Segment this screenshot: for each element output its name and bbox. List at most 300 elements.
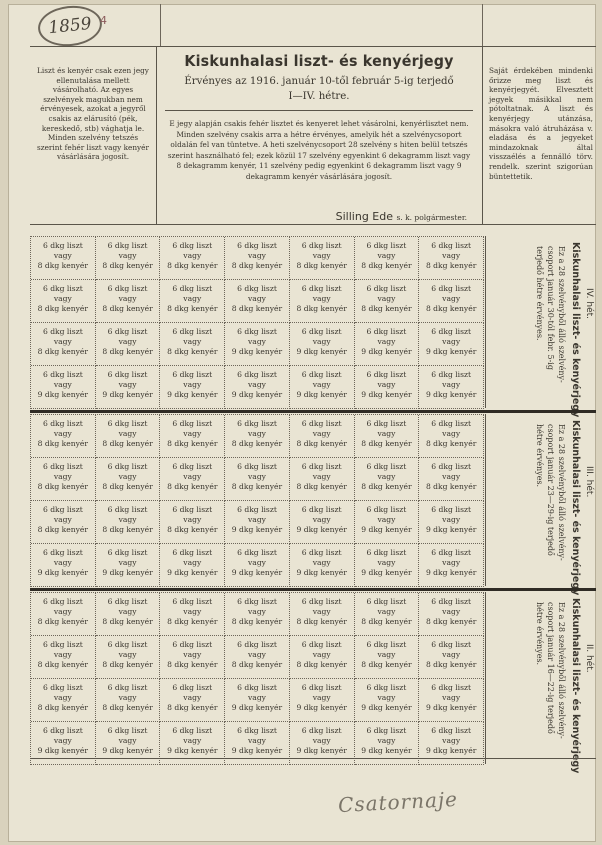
coupon: [31, 679, 96, 722]
coupon: [96, 237, 161, 280]
coupon: [290, 593, 355, 636]
coupon-bread: 8 dkg kenyér: [37, 260, 89, 270]
coupon-flour: 6 dkg liszt: [42, 284, 83, 293]
coupon-or: vagy: [377, 692, 396, 702]
coupon: [96, 458, 161, 501]
coupon-or: vagy: [248, 606, 266, 616]
week-separator: [30, 410, 596, 413]
coupon: [160, 593, 225, 636]
coupon-bread: 8 dkg kenyér: [167, 438, 218, 448]
side-title: Kiskunhalasi liszt- és kenyérjegy: [570, 420, 581, 596]
coupon: [160, 323, 225, 366]
side-text-1: Ez a 28 szelvényből álló szelvény-: [557, 424, 566, 561]
footer-rule: [30, 758, 596, 759]
coupon-bread: 8 dkg kenyér: [102, 524, 153, 534]
coupon: [419, 323, 484, 366]
coupon-or: vagy: [183, 471, 202, 481]
coupon-bread: 9 dkg kenyér: [425, 567, 477, 577]
coupon-bread: 9 dkg kenyér: [37, 389, 89, 399]
coupon-flour: 6 dkg liszt: [237, 419, 277, 428]
coupon-bread: 8 dkg kenyér: [361, 659, 412, 669]
archive-suffix: 4: [100, 14, 107, 27]
header-left-panel: [30, 46, 157, 224]
header-divider: [165, 110, 473, 111]
coupon-bread: 9 dkg kenyér: [296, 524, 347, 534]
coupon-flour: 6 dkg liszt: [107, 640, 148, 649]
coupon-or: vagy: [442, 428, 461, 438]
coupon: [355, 280, 420, 323]
coupon-bread: 8 dkg kenyér: [425, 616, 477, 626]
week-label: II. hét.: [584, 644, 594, 673]
coupon-flour: 6 dkg liszt: [431, 419, 472, 428]
coupon-or: vagy: [442, 692, 461, 702]
top-rule-right: [482, 4, 483, 46]
coupon-flour: 6 dkg liszt: [172, 505, 213, 514]
coupon: [160, 280, 225, 323]
coupon-bread: 8 dkg kenyér: [102, 616, 153, 626]
coupon-bread: 8 dkg kenyér: [167, 303, 218, 313]
coupon: [160, 544, 225, 587]
coupon-or: vagy: [118, 428, 137, 438]
coupon-flour: 6 dkg liszt: [172, 683, 213, 692]
coupon: [290, 636, 355, 679]
coupon: [290, 544, 355, 587]
coupon-grid: [30, 414, 484, 587]
coupon-flour: 6 dkg liszt: [237, 548, 277, 557]
coupon-flour: 6 dkg liszt: [366, 370, 407, 379]
coupon-or: vagy: [377, 293, 396, 303]
coupon-or: vagy: [377, 471, 396, 481]
coupon-or: vagy: [248, 557, 266, 567]
coupon-bread: 9 dkg kenyér: [167, 567, 218, 577]
coupon-or: vagy: [183, 557, 202, 567]
coupon-flour: 6 dkg liszt: [107, 370, 148, 379]
coupon-or: vagy: [183, 379, 202, 389]
coupon-flour: 6 dkg liszt: [172, 370, 213, 379]
coupon-flour: 6 dkg liszt: [431, 462, 472, 471]
coupon: [31, 280, 96, 323]
coupon-or: vagy: [248, 692, 266, 702]
coupon-flour: 6 dkg liszt: [172, 284, 213, 293]
coupon-or: vagy: [442, 514, 461, 524]
coupon: [96, 501, 161, 544]
coupon-or: vagy: [248, 250, 266, 260]
coupon-or: vagy: [53, 471, 72, 481]
coupon-grid: [30, 236, 484, 409]
coupon-flour: 6 dkg liszt: [237, 370, 277, 379]
coupon: [31, 458, 96, 501]
coupon-flour: 6 dkg liszt: [431, 597, 472, 606]
coupon-flour: 6 dkg liszt: [237, 327, 277, 336]
coupon-flour: 6 dkg liszt: [42, 505, 83, 514]
coupon-bread: 8 dkg kenyér: [361, 438, 412, 448]
coupon-or: vagy: [377, 606, 396, 616]
coupon-bread: 8 dkg kenyér: [231, 659, 283, 669]
coupon-flour: 6 dkg liszt: [431, 284, 472, 293]
coupon-flour: 6 dkg liszt: [366, 597, 407, 606]
coupon: [225, 280, 290, 323]
coupon-flour: 6 dkg liszt: [431, 241, 472, 250]
coupon-bread: 8 dkg kenyér: [37, 702, 89, 712]
coupon: [160, 501, 225, 544]
side-text-2: csoport január 30-tól febr. 5-ig: [546, 246, 555, 370]
coupon-bread: 8 dkg kenyér: [425, 260, 477, 270]
coupon-bread: 8 dkg kenyér: [37, 303, 89, 313]
coupon-bread: 8 dkg kenyér: [167, 260, 218, 270]
coupon-flour: 6 dkg liszt: [107, 241, 148, 250]
coupon-flour: 6 dkg liszt: [431, 370, 472, 379]
coupon-bread: 8 dkg kenyér: [425, 659, 477, 669]
coupon: [290, 679, 355, 722]
coupon: [225, 501, 290, 544]
coupon-or: vagy: [377, 735, 396, 745]
week-side-panel: [485, 236, 597, 418]
coupon: [31, 501, 96, 544]
coupon-flour: 6 dkg liszt: [366, 683, 407, 692]
card-title: Kiskunhalasi liszt- és kenyérjegy: [184, 52, 454, 70]
coupon: [419, 636, 484, 679]
coupon: [355, 679, 420, 722]
validity-dates: Érvényes az 1916. január 10-től február 5-ig terjedő: [184, 76, 454, 87]
coupon-bread: 9 dkg kenyér: [231, 524, 283, 534]
coupon-bread: 9 dkg kenyér: [296, 389, 347, 399]
coupon-or: vagy: [183, 649, 202, 659]
coupon-flour: 6 dkg liszt: [107, 462, 148, 471]
coupon-bread: 8 dkg kenyér: [167, 481, 218, 491]
coupon: [290, 501, 355, 544]
coupon-bread: 9 dkg kenyér: [102, 567, 153, 577]
coupon: [355, 636, 420, 679]
coupon: [355, 458, 420, 501]
coupon-bread: 8 dkg kenyér: [37, 616, 89, 626]
coupon: [96, 366, 161, 409]
coupon-bread: 8 dkg kenyér: [231, 481, 283, 491]
coupon: [290, 458, 355, 501]
coupon-bread: 9 dkg kenyér: [425, 702, 477, 712]
coupon-flour: 6 dkg liszt: [366, 241, 407, 250]
coupon: [355, 593, 420, 636]
coupon-flour: 6 dkg liszt: [42, 548, 83, 557]
side-text-2: csoport január 16—22-ig terjedő: [546, 602, 555, 734]
coupon-bread: 8 dkg kenyér: [102, 260, 153, 270]
week-label: IV. hét.: [584, 288, 594, 320]
coupon-or: vagy: [53, 379, 72, 389]
coupon: [225, 544, 290, 587]
coupon: [355, 366, 420, 409]
coupon-bread: 8 dkg kenyér: [231, 260, 283, 270]
side-title: Kiskunhalasi liszt- és kenyérjegy: [570, 242, 581, 418]
coupon-flour: 6 dkg liszt: [301, 683, 342, 692]
coupon: [355, 237, 420, 280]
coupon-bread: 9 dkg kenyér: [37, 745, 89, 755]
coupon-flour: 6 dkg liszt: [301, 462, 342, 471]
coupon: [225, 415, 290, 458]
coupon-or: vagy: [183, 293, 202, 303]
coupon: [96, 593, 161, 636]
coupon-bread: 9 dkg kenyér: [361, 567, 412, 577]
coupon: [419, 415, 484, 458]
coupon: [160, 458, 225, 501]
coupon-bread: 8 dkg kenyér: [102, 303, 153, 313]
coupon-bread: 9 dkg kenyér: [361, 346, 412, 356]
coupon-grid: [30, 592, 484, 765]
coupon-bread: 9 dkg kenyér: [167, 745, 218, 755]
coupon-flour: 6 dkg liszt: [366, 548, 407, 557]
coupon: [96, 280, 161, 323]
week-side-panel: [485, 414, 597, 596]
coupon: [225, 237, 290, 280]
coupon-or: vagy: [53, 250, 72, 260]
coupon-bread: 8 dkg kenyér: [231, 438, 283, 448]
coupon-or: vagy: [377, 557, 396, 567]
top-rule-left: [160, 4, 161, 46]
coupon-flour: 6 dkg liszt: [42, 327, 83, 336]
coupon-or: vagy: [377, 649, 396, 659]
coupon-flour: 6 dkg liszt: [301, 419, 342, 428]
coupon: [225, 636, 290, 679]
coupon-bread: 9 dkg kenyér: [296, 702, 347, 712]
week-label: III. hét.: [584, 466, 594, 498]
coupon-flour: 6 dkg liszt: [42, 241, 83, 250]
coupon: [160, 636, 225, 679]
validity-weeks: I—IV. hétre.: [288, 91, 350, 102]
coupon-flour: 6 dkg liszt: [237, 284, 277, 293]
coupon-or: vagy: [118, 649, 137, 659]
coupon-flour: 6 dkg liszt: [366, 640, 407, 649]
validity-line: [157, 74, 481, 104]
side-text-3: terjedő hétre érvényes.: [535, 246, 544, 341]
coupon-flour: 6 dkg liszt: [431, 726, 472, 735]
coupon-bread: 9 dkg kenyér: [425, 524, 477, 534]
coupon-bread: 9 dkg kenyér: [296, 346, 347, 356]
coupon-bread: 8 dkg kenyér: [167, 702, 218, 712]
coupon-or: vagy: [312, 692, 331, 702]
coupon-or: vagy: [248, 293, 266, 303]
coupon: [160, 366, 225, 409]
side-text-1: Ez a 28 szelvényből álló szelvény-: [557, 602, 566, 739]
coupon-flour: 6 dkg liszt: [366, 419, 407, 428]
coupon-flour: 6 dkg liszt: [366, 726, 407, 735]
coupon-flour: 6 dkg liszt: [366, 462, 407, 471]
coupon-flour: 6 dkg liszt: [107, 726, 148, 735]
coupon-flour: 6 dkg liszt: [301, 640, 342, 649]
coupon-flour: 6 dkg liszt: [431, 505, 472, 514]
coupon: [355, 544, 420, 587]
coupon-or: vagy: [377, 336, 396, 346]
coupon-or: vagy: [183, 250, 202, 260]
coupon-bread: 8 dkg kenyér: [102, 702, 153, 712]
coupon: [355, 501, 420, 544]
coupon-or: vagy: [442, 250, 461, 260]
side-text-3: hétre érvényes.: [535, 602, 544, 666]
right-note: Saját érdekében mindenki őrizze meg liszt és kenyérjegyét. Elvesztett jegyek másikkal nem pótoltatnak. A liszt és kenyérjegy utánzása, másokra való átruházása v. eladása és a jegyeket mindazoknak által visszaélés a fennálló törv. rendelk. szerint szigorúan büntettetik.: [489, 66, 593, 181]
coupon: [419, 679, 484, 722]
coupon: [419, 458, 484, 501]
coupon-or: vagy: [183, 336, 202, 346]
coupon: [290, 366, 355, 409]
coupon-or: vagy: [118, 557, 137, 567]
signature: [336, 210, 467, 223]
coupon-flour: 6 dkg liszt: [301, 241, 342, 250]
coupon-or: vagy: [53, 336, 72, 346]
coupon-or: vagy: [183, 692, 202, 702]
coupon-flour: 6 dkg liszt: [172, 241, 213, 250]
coupon-flour: 6 dkg liszt: [301, 284, 342, 293]
coupon-or: vagy: [53, 557, 72, 567]
coupon: [290, 280, 355, 323]
coupon-flour: 6 dkg liszt: [301, 370, 342, 379]
coupon-or: vagy: [312, 606, 331, 616]
coupon-or: vagy: [442, 336, 461, 346]
coupon-flour: 6 dkg liszt: [107, 683, 148, 692]
coupon-flour: 6 dkg liszt: [172, 548, 213, 557]
coupon-or: vagy: [248, 649, 266, 659]
coupon-or: vagy: [248, 428, 266, 438]
coupon-or: vagy: [248, 514, 266, 524]
side-text-1: Ez a 28 szelvényből álló szelvény-: [557, 246, 566, 383]
coupon-bread: 8 dkg kenyér: [231, 616, 283, 626]
side-text-2: csoport január 23—29-ig terjedő: [546, 424, 555, 556]
coupon-bread: 8 dkg kenyér: [296, 616, 347, 626]
coupon: [225, 679, 290, 722]
coupon-bread: 9 dkg kenyér: [361, 702, 412, 712]
coupon-bread: 8 dkg kenyér: [167, 524, 218, 534]
coupon-bread: 8 dkg kenyér: [167, 346, 218, 356]
coupon: [419, 366, 484, 409]
coupon-flour: 6 dkg liszt: [42, 597, 83, 606]
coupon-bread: 8 dkg kenyér: [361, 303, 412, 313]
coupon-or: vagy: [118, 336, 137, 346]
coupon-flour: 6 dkg liszt: [172, 597, 213, 606]
coupon: [419, 544, 484, 587]
coupon-flour: 6 dkg liszt: [431, 683, 472, 692]
coupon-flour: 6 dkg liszt: [107, 327, 148, 336]
archive-number: 1859: [47, 13, 93, 39]
coupon-bread: 8 dkg kenyér: [296, 659, 347, 669]
coupon-or: vagy: [183, 606, 202, 616]
coupon-bread: 9 dkg kenyér: [231, 567, 283, 577]
coupon-flour: 6 dkg liszt: [431, 327, 472, 336]
coupon-bread: 9 dkg kenyér: [361, 524, 412, 534]
coupon-bread: 8 dkg kenyér: [37, 524, 89, 534]
coupon-flour: 6 dkg liszt: [366, 327, 407, 336]
coupon-bread: 9 dkg kenyér: [231, 745, 283, 755]
handwritten-annotation: Csatornaje: [337, 786, 459, 818]
coupon-bread: 9 dkg kenyér: [361, 745, 412, 755]
coupon-flour: 6 dkg liszt: [237, 683, 277, 692]
coupon-bread: 8 dkg kenyér: [425, 303, 477, 313]
coupon-or: vagy: [248, 471, 266, 481]
coupon-flour: 6 dkg liszt: [431, 548, 472, 557]
week-separator: [30, 588, 596, 591]
coupon: [96, 544, 161, 587]
header-main-panel: [157, 46, 481, 224]
coupon: [355, 323, 420, 366]
side-title: Kiskunhalasi liszt- és kenyérjegy: [570, 598, 581, 774]
coupon-or: vagy: [312, 735, 331, 745]
coupon: [96, 679, 161, 722]
coupon-or: vagy: [312, 471, 331, 481]
coupon-flour: 6 dkg liszt: [237, 505, 277, 514]
coupon-bread: 9 dkg kenyér: [231, 389, 283, 399]
coupon: [419, 501, 484, 544]
coupon-bread: 9 dkg kenyér: [231, 346, 283, 356]
coupon: [225, 323, 290, 366]
coupon: [419, 237, 484, 280]
coupon-or: vagy: [53, 692, 72, 702]
coupon-bread: 9 dkg kenyér: [425, 745, 477, 755]
header-bottom-rule: [30, 224, 596, 225]
coupon-flour: 6 dkg liszt: [172, 462, 213, 471]
coupon-bread: 9 dkg kenyér: [37, 567, 89, 577]
coupon: [31, 593, 96, 636]
coupon: [160, 679, 225, 722]
coupon-or: vagy: [118, 735, 137, 745]
coupon-flour: 6 dkg liszt: [366, 284, 407, 293]
left-note: Liszt és kenyér csak ezen jegy ellenutalása mellett vásárolható. Az egyes szelvények magukban nem érvényesek, azokat a jegyről csakis az elárusító (pék, kereskedő, stb) vághatja le. Minden szelvény tetszés szerint fehér liszt vagy kenyér vásárlására jogosít.: [37, 66, 149, 162]
coupon-flour: 6 dkg liszt: [237, 726, 277, 735]
coupon-flour: 6 dkg liszt: [42, 370, 83, 379]
coupon: [31, 366, 96, 409]
coupon-bread: 8 dkg kenyér: [231, 303, 283, 313]
coupon-bread: 8 dkg kenyér: [296, 438, 347, 448]
coupon-or: vagy: [118, 293, 137, 303]
header-right-panel: [482, 46, 597, 224]
coupon-or: vagy: [312, 336, 331, 346]
coupon-or: vagy: [312, 514, 331, 524]
coupon: [290, 323, 355, 366]
coupon-bread: 8 dkg kenyér: [167, 616, 218, 626]
coupon-flour: 6 dkg liszt: [237, 597, 277, 606]
coupon: [31, 415, 96, 458]
coupon-or: vagy: [442, 471, 461, 481]
coupon-or: vagy: [442, 735, 461, 745]
coupon-or: vagy: [53, 735, 72, 745]
coupon-bread: 9 dkg kenyér: [102, 389, 153, 399]
coupon-or: vagy: [183, 428, 202, 438]
coupon: [31, 636, 96, 679]
coupon: [31, 544, 96, 587]
coupon-bread: 8 dkg kenyér: [296, 260, 347, 270]
coupon-flour: 6 dkg liszt: [42, 726, 83, 735]
coupon-flour: 6 dkg liszt: [301, 548, 342, 557]
coupon-or: vagy: [183, 514, 202, 524]
coupon-flour: 6 dkg liszt: [107, 505, 148, 514]
coupon: [31, 323, 96, 366]
coupon-or: vagy: [53, 649, 72, 659]
coupon-bread: 9 dkg kenyér: [167, 389, 218, 399]
coupon-flour: 6 dkg liszt: [301, 597, 342, 606]
coupon-or: vagy: [118, 606, 137, 616]
coupon-or: vagy: [442, 379, 461, 389]
coupon: [419, 593, 484, 636]
main-instructions: E jegy alapján csakis fehér lisztet és kenyeret lehet vásárolni, kenyérlisztet nem. Minden szelvény csakis arra a hétre érvényes, amelyik hét a szelvénycsoport oldalán fel van tüntetve. A heti szelvénycsoport 28 szelvény s hiten belül tetszés szerint használható fel; ezek közül 17 szelvény egyenkint 6 dekagramm liszt vagy 8 dekagramm kenyér, 11 szelvény pedig egyenkint 6 dekagramm liszt vagy 9 dekagramm kenyér vásárlására jogosít.: [167, 119, 471, 181]
coupon-or: vagy: [442, 557, 461, 567]
coupon-flour: 6 dkg liszt: [42, 462, 83, 471]
coupon-bread: 9 dkg kenyér: [425, 389, 477, 399]
coupon-bread: 8 dkg kenyér: [102, 481, 153, 491]
coupon-bread: 8 dkg kenyér: [167, 659, 218, 669]
signature-title: s. k. polgármester.: [396, 213, 467, 222]
coupon-bread: 9 dkg kenyér: [231, 702, 283, 712]
coupon-bread: 9 dkg kenyér: [361, 389, 412, 399]
coupon-flour: 6 dkg liszt: [301, 327, 342, 336]
coupon-flour: 6 dkg liszt: [366, 505, 407, 514]
coupon-bread: 8 dkg kenyér: [361, 616, 412, 626]
coupon-bread: 8 dkg kenyér: [37, 438, 89, 448]
coupon-or: vagy: [312, 293, 331, 303]
coupon: [419, 280, 484, 323]
